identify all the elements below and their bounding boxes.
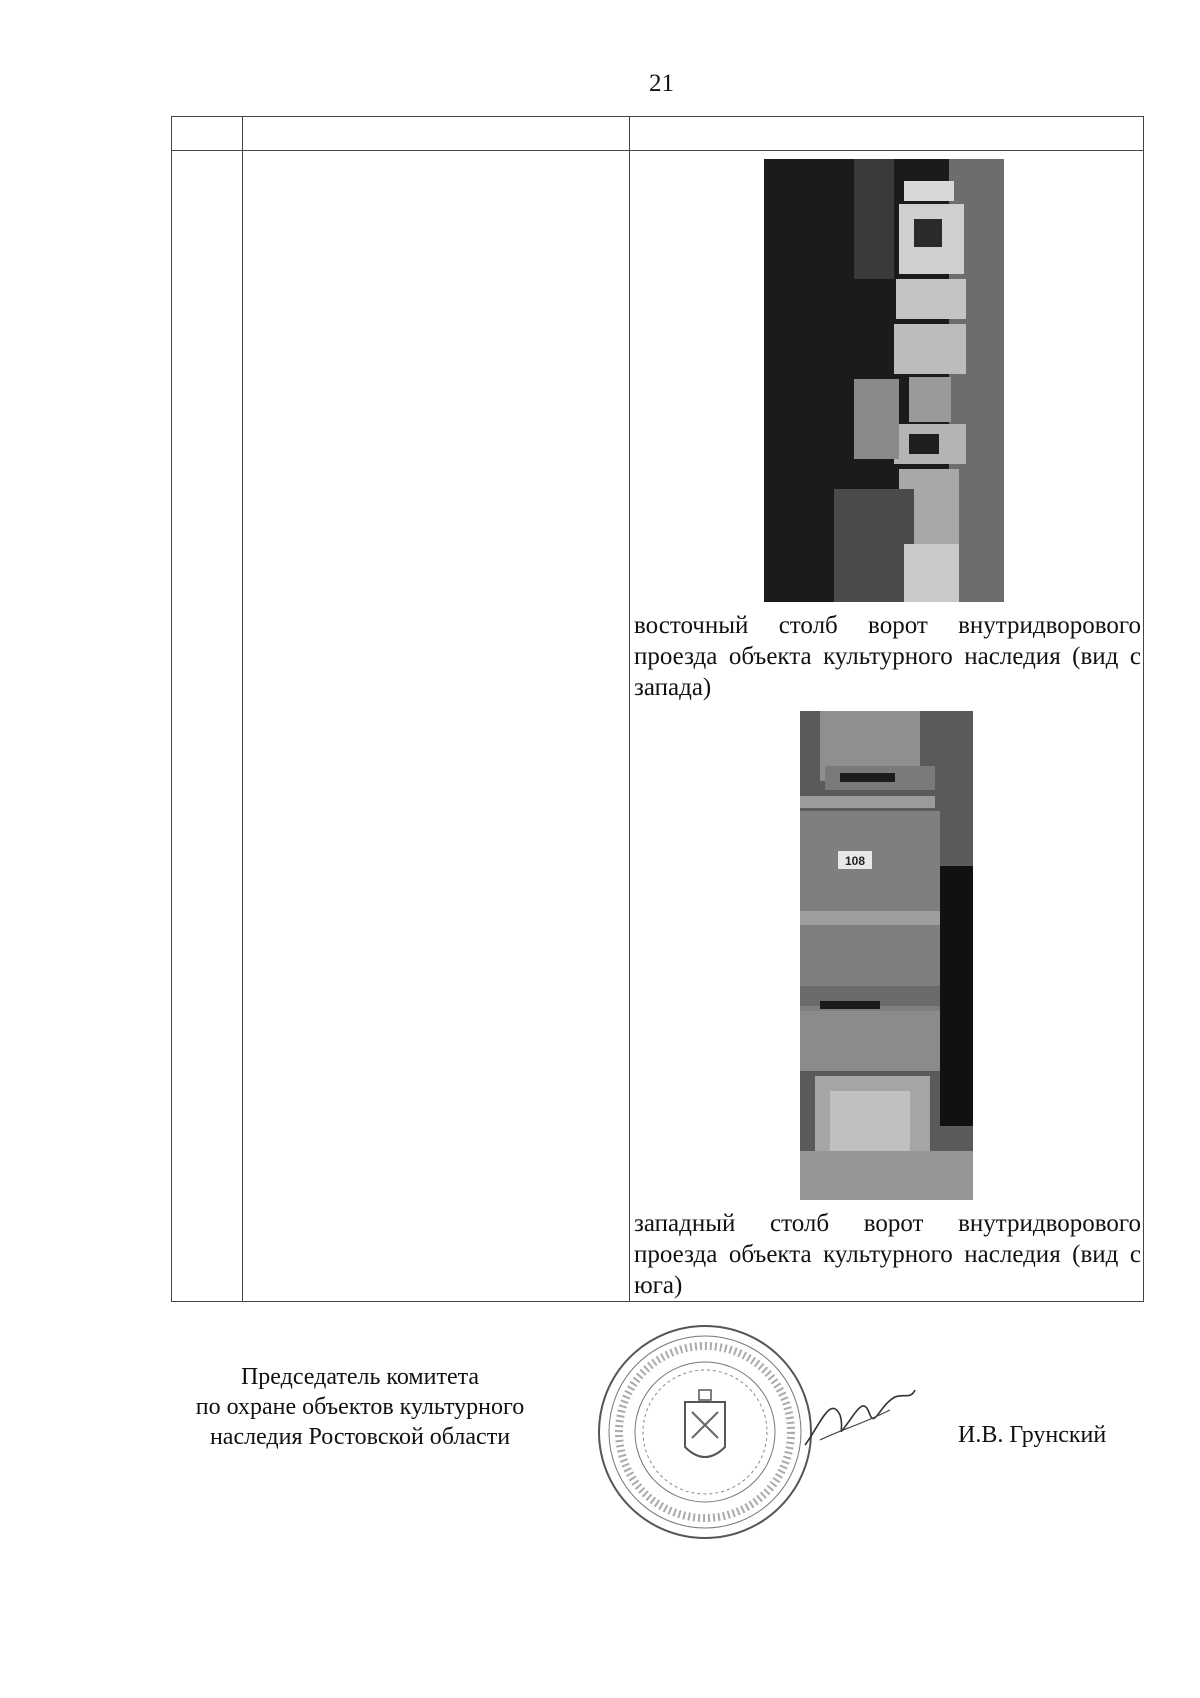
cell-description [243,151,630,1302]
header-cell-description [243,117,630,151]
page-number: 21 [649,70,674,97]
photo-east-gate-pillar [764,159,1004,602]
photo-west-gate-pillar [800,711,973,1200]
table-header-row [172,117,1144,151]
photo-caption-east: восточный столб ворот внутридворового проезда объекта культурного наследия (вид с запада) [634,612,1141,701]
header-cell-number [172,117,243,151]
position-line-3: наследия Ростовской области [209,1424,511,1450]
cell-photos [630,151,1144,1302]
document-table [171,116,1144,1302]
cell-number [172,151,243,1302]
header-cell-photos [630,117,1144,151]
official-seal [595,1322,815,1542]
signatory-name: И.В. Грунский [958,1422,1107,1448]
table-row [172,151,1144,1302]
house-number-plate: 108 [844,854,866,868]
signatory-position [140,1362,580,1452]
position-line-1: Председатель комитета [240,1364,480,1390]
position-line-2: по охране объектов культурного [195,1394,525,1420]
handwritten-signature [800,1385,920,1455]
photo-caption-west: западный столб ворот внутридворового проезда объекта культурного наследия (вид с юга) [634,1210,1141,1299]
